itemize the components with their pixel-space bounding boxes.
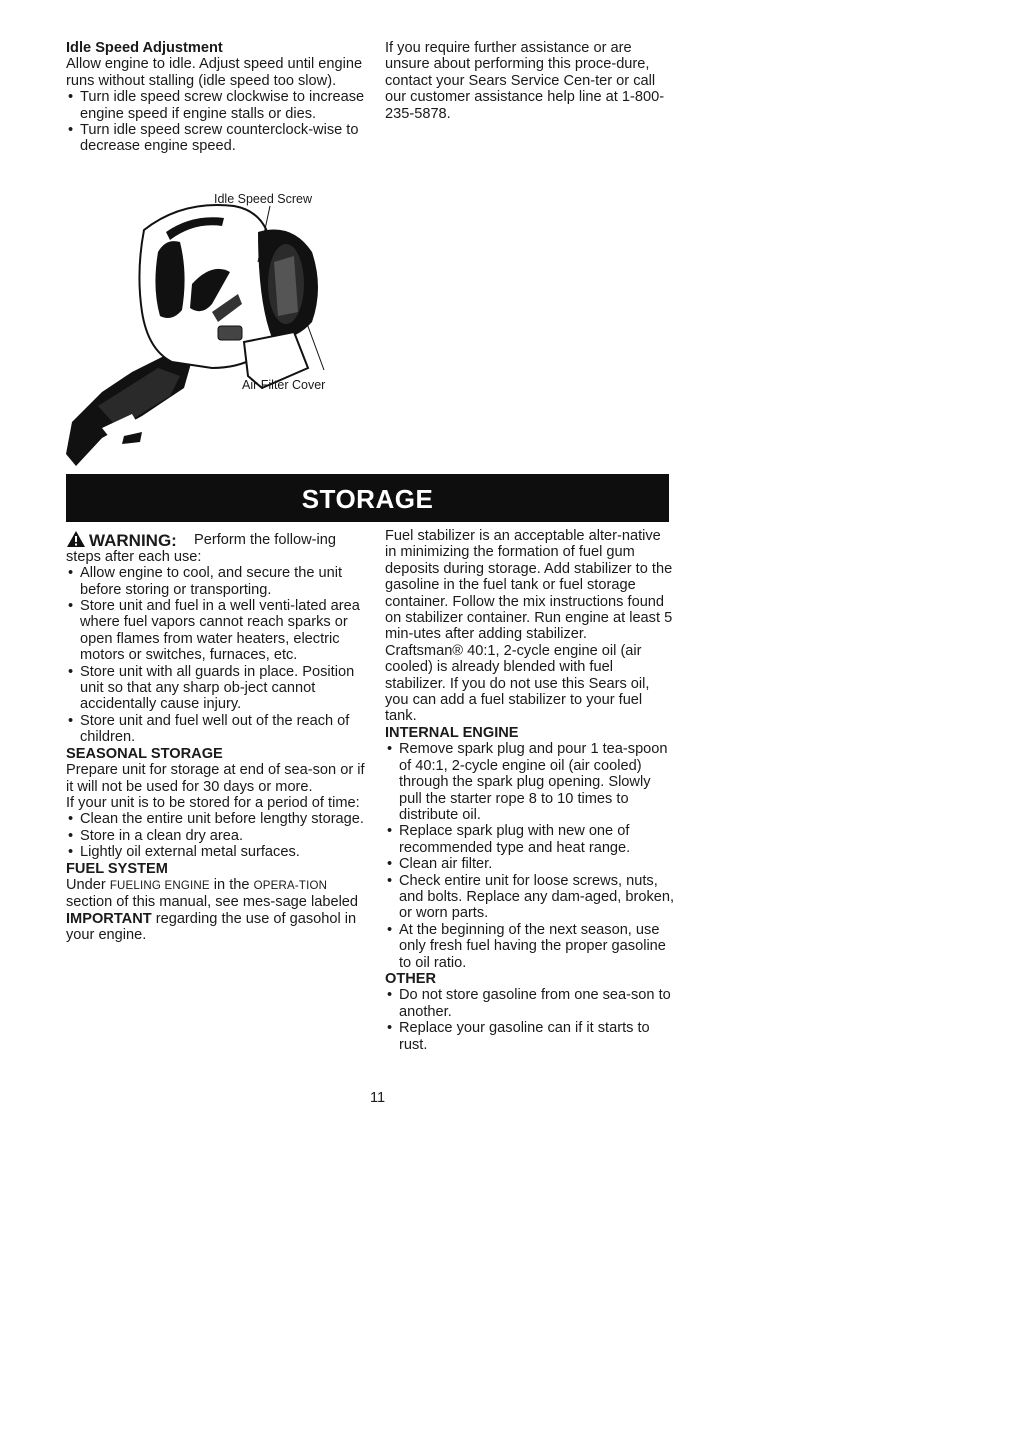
fuel-system-text-part: section of this manual, see mes-sage labeled	[66, 894, 359, 911]
storage-banner: STORAGE	[66, 474, 669, 522]
idle-speed-section	[66, 40, 366, 155]
stabilizer-paragraph-1: Fuel stabilizer is an acceptable alter-native in minimizing the formation of fuel gum deposits during storage. Add stabilizer to the gasoline in the fuel tank or fuel storage container. Follow the mix instructions found on stabilizer container. Run engine at least 5 min-utes after adding stabilizer.	[385, 528, 673, 643]
warning-word: WARNING:	[89, 531, 177, 550]
list-item: • Store unit and fuel in a well venti-lated area where fuel vapors cannot reach sparks or open flames from water heaters, electric motors or switches, furnaces, etc.	[66, 598, 366, 664]
stabilizer-paragraph-2: Craftsman® 40:1, 2-cycle engine oil (air cooled) is already blended with fuel stabilizer. If you do not use this Sears oil, you can add a fuel stabilizer to your fuel tank.	[385, 642, 650, 725]
list-item: • Turn idle speed screw counterclock-wise to decrease engine speed.	[66, 122, 366, 155]
idle-speed-intro: Allow engine to idle. Adjust speed until engine runs without stalling (idle speed too slow).	[66, 56, 363, 89]
list-item: • At the beginning of the next season, use only fresh fuel having the proper gasoline to oil ratio.	[385, 922, 675, 971]
idle-speed-heading: Idle Speed Adjustment	[66, 40, 223, 56]
other-list	[385, 987, 675, 1053]
seasonal-paragraph-2: If your unit is to be stored for a period of time:	[66, 794, 360, 811]
assistance-section	[385, 40, 675, 122]
engine-illustration	[62, 192, 362, 468]
list-item: • Do not store gasoline from one sea-son to another.	[385, 987, 675, 1020]
internal-engine-list	[385, 741, 675, 971]
storage-right-column	[385, 528, 675, 1053]
other-heading: OTHER	[385, 970, 437, 987]
assistance-text: If you require further assistance or are unsure about performing this proce-dure, contact your Sears Service Cen-ter or call our customer assistance help line at 1-800-235-5878.	[385, 40, 665, 122]
list-item: • Lightly oil external metal surfaces.	[66, 844, 366, 860]
seasonal-paragraph-1: Prepare unit for storage at end of sea-son or if it will not be used for 30 days or more.	[66, 762, 365, 795]
fuel-system-heading: FUEL SYSTEM	[66, 860, 168, 877]
trimmer-engine-drawing	[62, 192, 362, 468]
warning-list	[66, 565, 366, 745]
important-label: IMPORTANT	[66, 910, 152, 927]
list-item: • Store unit with all guards in place. Position unit so that any sharp ob-ject cannot accidentally cause injury.	[66, 664, 366, 713]
list-item: • Clean the entire unit before lengthy storage.	[66, 811, 366, 827]
page-number: 11	[370, 1090, 386, 1106]
list-item: • Store in a clean dry area.	[66, 828, 366, 844]
fuel-system-text-part: regarding the use of gasohol in your engine.	[66, 910, 357, 944]
fueling-engine-ref: FUELING ENGINE	[109, 879, 210, 892]
seasonal-list	[66, 811, 366, 860]
list-item: • Allow engine to cool, and secure the unit before storing or transporting.	[66, 565, 366, 598]
list-item: • Replace spark plug with new one of recommended type and heat range.	[385, 823, 675, 856]
internal-engine-heading: INTERNAL ENGINE	[385, 724, 519, 741]
storage-left-column	[66, 528, 366, 944]
operation-ref: OPERA-TION	[253, 879, 328, 892]
list-item: • Clean air filter.	[385, 856, 675, 872]
warning-text: Perform the follow-ing steps after each use:	[66, 532, 336, 565]
air-filter-cover-label: Air Filter Cover	[242, 378, 326, 392]
list-item: • Check entire unit for loose screws, nuts, and bolts. Replace any dam-aged, broken, or worn parts.	[385, 873, 675, 922]
seasonal-storage-heading: SEASONAL STORAGE	[66, 745, 223, 762]
fuel-system-text-part: in the	[209, 876, 254, 893]
list-item: • Store unit and fuel well out of the reach of children.	[66, 713, 366, 746]
fuel-system-text-part: Under	[66, 876, 110, 893]
fuel-system-text	[66, 877, 366, 944]
warning-triangle-icon	[66, 530, 86, 548]
idle-speed-list	[66, 89, 366, 155]
list-item: • Remove spark plug and pour 1 tea-spoon of 40:1, 2-cycle engine oil (air cooled) through the spark plug opening. Slowly pull the starter rope 8 to 10 times to distribute oil.	[385, 741, 675, 823]
list-item: • Turn idle speed screw clockwise to increase engine speed if engine stalls or dies.	[66, 89, 366, 122]
idle-speed-screw-label: Idle Speed Screw	[214, 192, 312, 206]
list-item: • Replace your gasoline can if it starts to rust.	[385, 1020, 675, 1053]
